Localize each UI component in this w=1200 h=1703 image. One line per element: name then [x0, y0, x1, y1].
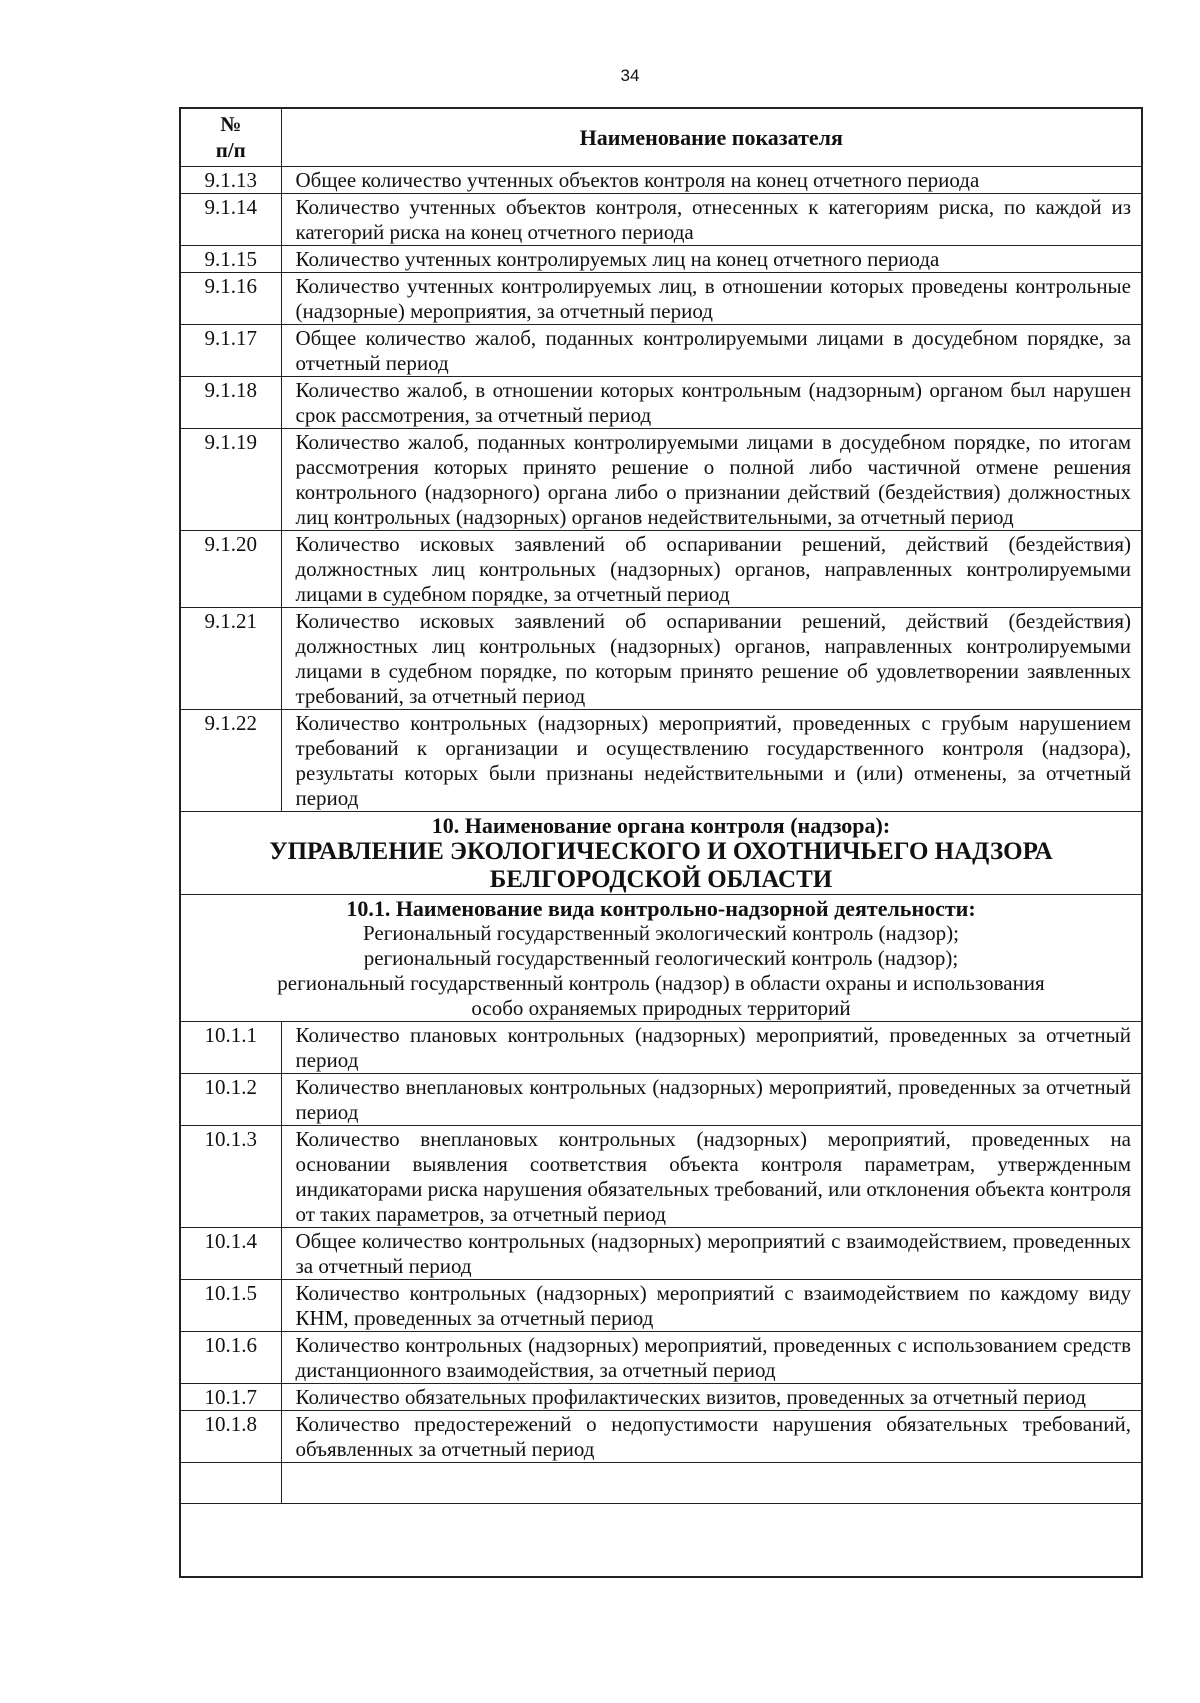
table-row [181, 377, 1141, 429]
table-row [181, 1126, 1141, 1228]
empty-cell [181, 1463, 281, 1504]
table-row [181, 710, 1141, 812]
row-indicator-text: Количество исковых заявлений об оспаривании решений, действий (бездействия) должностных лиц контрольных (надзорных) органов, направленных контролируемыми лицами в судебном порядке, за отчетный период [281, 531, 1141, 608]
table-row [181, 1074, 1141, 1126]
table-row [181, 246, 1141, 273]
row-indicator-text: Количество плановых контрольных (надзорных) мероприятий, проведенных за отчетный период [281, 1022, 1141, 1074]
organ-name-line2: БЕЛГОРОДСКОЙ ОБЛАСТИ [489, 866, 833, 893]
row-indicator-text: Количество учтенных объектов контроля, отнесенных к категориям риска, по каждой из категорий риска на конец отчетного периода [281, 194, 1141, 246]
row-indicator-text: Количество исковых заявлений об оспаривании решений, действий (бездействия) должностных лиц контрольных (надзорных) органов, направленных контролируемыми лицами в судебном порядке, по которым принято решение об удовлетворении заявленных требований, за отчетный период [281, 608, 1141, 710]
empty-cell [281, 1463, 1141, 1504]
activity-line-4: особо охраняемых природных территорий [471, 996, 851, 1020]
row-number: 9.1.20 [181, 531, 281, 608]
header-number-sublabel: п/п [215, 138, 246, 162]
row-number: 9.1.13 [181, 167, 281, 194]
activity-line-3: региональный государственный контроль (надзор) в области охраны и использования [277, 971, 1045, 995]
header-number-cell [181, 109, 281, 167]
table-empty-row [181, 1463, 1141, 1504]
header-number-label: № [220, 112, 242, 136]
row-indicator-text: Количество контрольных (надзорных) мероприятий, проведенных с использованием средств дистанционного взаимодействия, за отчетный период [281, 1332, 1141, 1384]
row-number: 9.1.19 [181, 429, 281, 531]
row-number: 10.1.7 [181, 1384, 281, 1411]
table-row [181, 1228, 1141, 1280]
row-indicator-text: Количество жалоб, поданных контролируемыми лицами в досудебном порядке, по итогам рассмотрения которых принято решение о полной либо частичной отмене решения контрольного (надзорного) органа либо о признании действий (бездействия) должностных лиц контрольных (надзорных) органов недействительными, за отчетный период [281, 429, 1141, 531]
row-number: 9.1.15 [181, 246, 281, 273]
row-number: 9.1.16 [181, 273, 281, 325]
activity-line-1: Региональный государственный экологический контроль (надзор); [363, 921, 959, 945]
section-activity-cell [181, 895, 1141, 1022]
table-header-row [181, 109, 1141, 167]
section-organ-title: 10. Наименование органа контроля (надзора): [431, 813, 891, 838]
table-row [181, 429, 1141, 531]
row-indicator-text: Количество жалоб, в отношении которых контрольным (надзорным) органом был нарушен срок рассмотрения, за отчетный период [281, 377, 1141, 429]
row-number: 10.1.1 [181, 1022, 281, 1074]
table-row [181, 1411, 1141, 1463]
row-number: 9.1.22 [181, 710, 281, 812]
section-activity-title: 10.1. Наименование вида контрольно-надзорной деятельности: [346, 896, 976, 921]
row-number: 10.1.2 [181, 1074, 281, 1126]
row-indicator-text: Количество контрольных (надзорных) мероприятий с взаимодействием по каждому виду КНМ, проведенных за отчетный период [281, 1280, 1141, 1332]
row-indicator-text: Общее количество жалоб, поданных контролируемыми лицами в досудебном порядке, за отчетный период [281, 325, 1141, 377]
table-row [181, 1332, 1141, 1384]
row-number: 10.1.3 [181, 1126, 281, 1228]
row-indicator-text: Количество контрольных (надзорных) мероприятий, проведенных с грубым нарушением требований к организации и осуществлению государственного контроля (надзора), результаты которых были признаны недействительными и (или) отменены, за отчетный период [281, 710, 1141, 812]
table-row [181, 1280, 1141, 1332]
row-indicator-text: Количество внеплановых контрольных (надзорных) мероприятий, проведенных на основании выявления соответствия объекта контроля параметрам, утвержденным индикаторами риска нарушения обязательных требований, или отклонения объекта контроля от таких параметров, за отчетный период [281, 1126, 1141, 1228]
header-title: Наименование показателя [281, 109, 1141, 167]
table-row [181, 167, 1141, 194]
activity-line-2: региональный государственный геологический контроль (надзор); [363, 946, 959, 970]
row-indicator-text: Количество внеплановых контрольных (надзорных) мероприятий, проведенных за отчетный период [281, 1074, 1141, 1126]
table-row [181, 531, 1141, 608]
table-row [181, 608, 1141, 710]
row-number: 9.1.14 [181, 194, 281, 246]
row-number: 9.1.18 [181, 377, 281, 429]
row-number: 10.1.5 [181, 1280, 281, 1332]
table-row [181, 1022, 1141, 1074]
table-row [181, 1384, 1141, 1411]
row-number: 9.1.17 [181, 325, 281, 377]
indicator-table [179, 107, 1143, 1578]
row-number: 10.1.4 [181, 1228, 281, 1280]
row-indicator-text: Количество учтенных контролируемых лиц на конец отчетного периода [281, 246, 1141, 273]
page-number: 34 [620, 66, 640, 85]
row-indicator-text: Количество учтенных контролируемых лиц, в отношении которых проведены контрольные (надзорные) мероприятия, за отчетный период [281, 273, 1141, 325]
section-organ-cell [181, 812, 1141, 895]
row-number: 10.1.8 [181, 1411, 281, 1463]
table-row [181, 325, 1141, 377]
rows-group-b [181, 1022, 1141, 1463]
row-indicator-text: Общее количество контрольных (надзорных) мероприятий с взаимодействием, проведенных за отчетный период [281, 1228, 1141, 1280]
section-organ [181, 812, 1141, 1022]
row-number: 9.1.21 [181, 608, 281, 710]
row-indicator-text: Общее количество учтенных объектов контроля на конец отчетного периода [281, 167, 1141, 194]
row-indicator-text: Количество обязательных профилактических визитов, проведенных за отчетный период [281, 1384, 1141, 1411]
rows-group-a [181, 167, 1141, 812]
organ-name-line1: УПРАВЛЕНИЕ ЭКОЛОГИЧЕСКОГО И ОХОТНИЧЬЕГО НАДЗОРА [269, 838, 1053, 865]
table-row [181, 273, 1141, 325]
table-row [181, 194, 1141, 246]
row-number: 10.1.6 [181, 1332, 281, 1384]
row-indicator-text: Количество предостережений о недопустимости нарушения обязательных требований, объявленных за отчетный период [281, 1411, 1141, 1463]
